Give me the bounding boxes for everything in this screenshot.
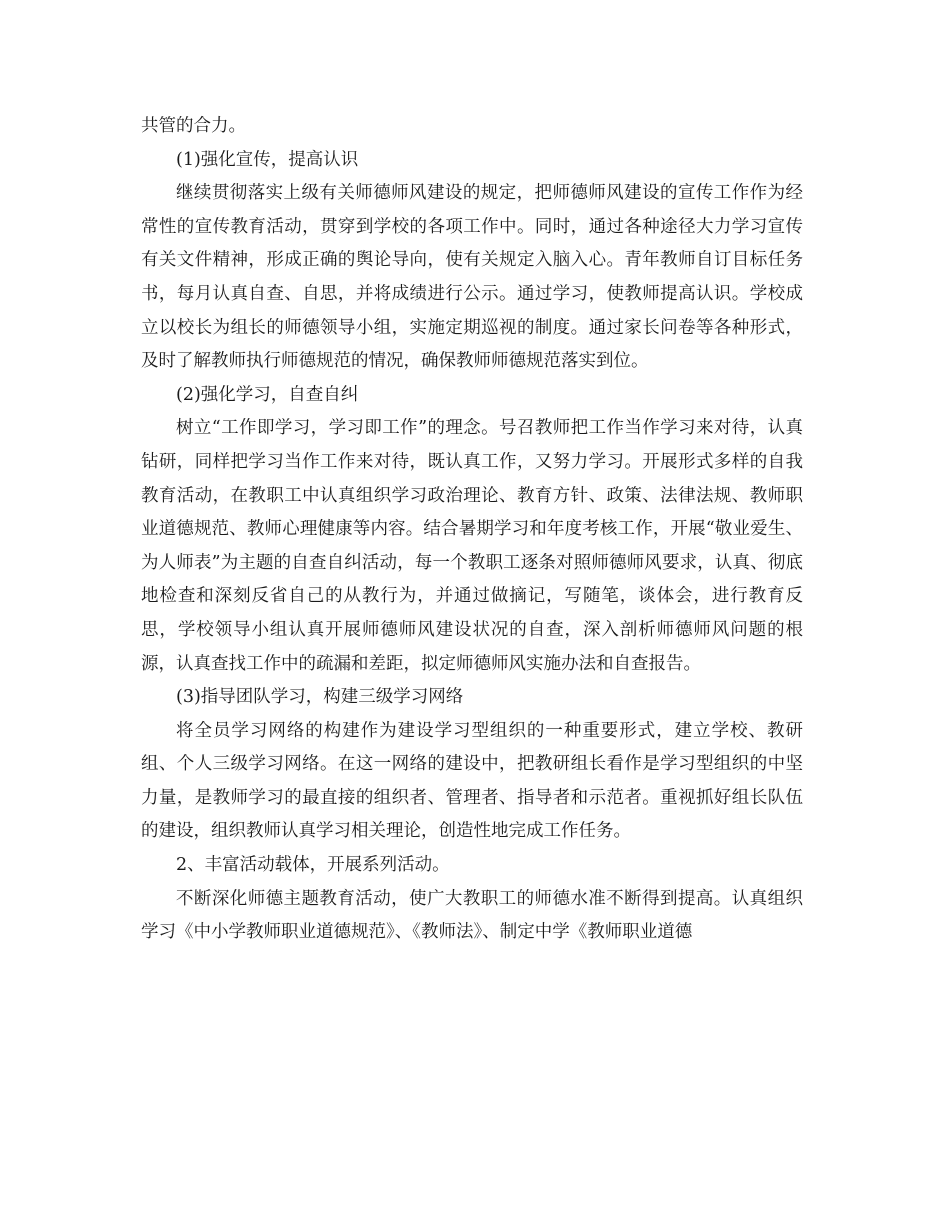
paragraph-study: 树立“工作即学习，学习即工作”的理念。号召教师把工作当作学习来对待，认真钻研，同样把学习当作工作来对待，既认真工作，又努力学习。开展形式多样的自我教育活动，在教职工中认真组织学习政治理论、教育方针、政策、法律法规、教师职业道德规范、教师心理健康等内容。结合暑期学习和年度考核工作，开展“敬业爱生、为人师表”为主题的自查自纠活动，每一个教职工逐条对照师德师风要求，认真、彻底地检查和深刻反省自己的从教行为，并通过做摘记，写随笔，谈体会，进行教育反思，学校领导小组认真开展师德师风建设状况的自查，深入剖析师德师风问题的根源，认真查找工作中的疏漏和差距，拟定师德师风实施办法和自查报告。: [141, 418, 803, 674]
paragraph-continuation: 共管的合力。: [141, 116, 246, 136]
paragraph-publicity: 继续贯彻落实上级有关师德师风建设的规定，把师德师风建设的宣传工作作为经常性的宣传教育活动，贯穿到学校的各项工作中。同时，通过各种途径大力学习宣传有关文件精神，形成正确的舆论导向，使有关规定入脑入心。青年教师自订目标任务书，每月认真自查、自思，并将成绩进行公示。通过学习，使教师提高认识。学校成立以校长为组长的师德领导小组，实施定期巡视的制度。通过家长问卷等各种形式，及时了解教师执行师德规范的情况，确保教师师德规范落实到位。: [141, 183, 803, 372]
paragraph-team-learning: 将全员学习网络的构建作为建设学习型组织的一种重要形式，建立学校、教研组、个人三级学习网络。在这一网络的建设中，把教研组长看作是学习型组织的中坚力量，是教师学习的最直接的组织者、管理者、指导者和示范者。重视抓好组长队伍的建设，组织教师认真学习相关理论，创造性地完成工作任务。: [141, 720, 803, 842]
paragraph-activities: 不断深化师德主题教育活动，使广大教职工的师德水准不断得到提高。认真组织学习《中小学教师职业道德规范》、《教师法》、制定中学《教师职业道德: [141, 888, 803, 943]
section-heading-publicity: (1)强化宣传，提高认识: [176, 149, 359, 170]
section-heading-activities: 2、丰富活动载体，开展系列活动。: [176, 855, 450, 876]
section-heading-study: (2)强化学习，自查自纠: [176, 384, 359, 405]
section-heading-team-learning: (3)指导团队学习，构建三级学习网络: [176, 687, 464, 708]
document-body: [141, 110, 803, 950]
